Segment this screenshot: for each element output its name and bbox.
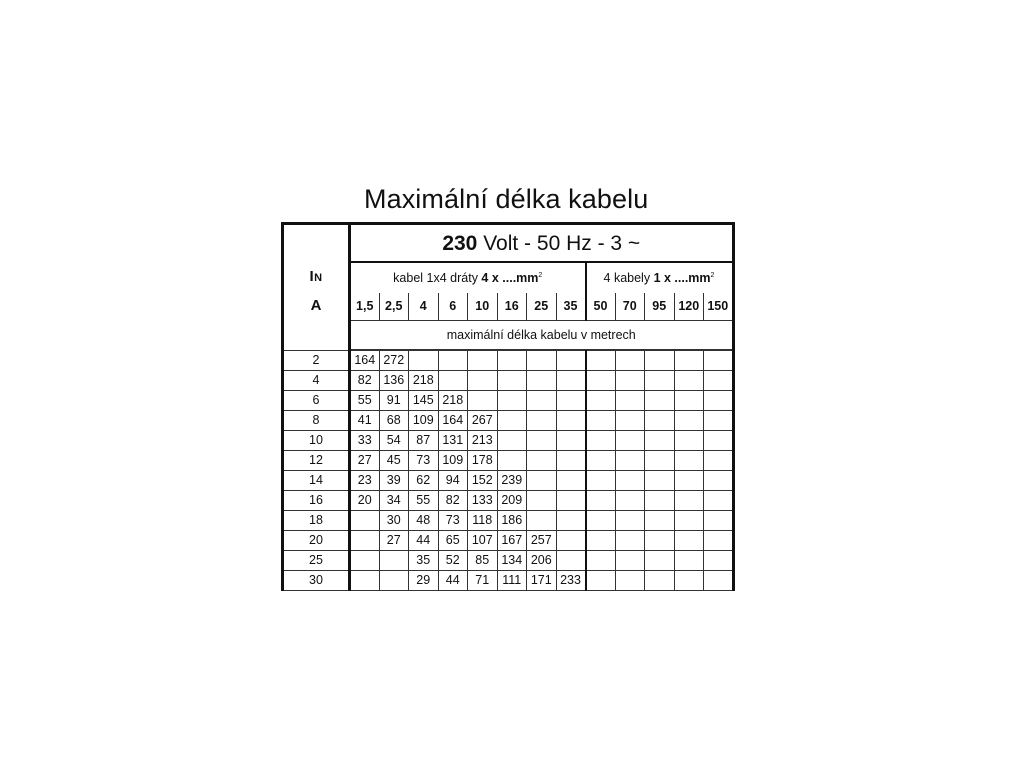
length-cell: 65 (438, 531, 468, 551)
length-cell (674, 511, 704, 531)
table-row (283, 571, 734, 591)
length-cell (645, 511, 675, 531)
length-cell: 54 (379, 431, 409, 451)
current-cell: 2 (283, 351, 350, 371)
current-cell: 25 (283, 551, 350, 571)
nominal-current-label: IN (309, 267, 323, 285)
length-cell: 164 (350, 351, 380, 371)
cable-group-left-size: 4 x ....mm (481, 270, 539, 285)
length-cell: 131 (438, 431, 468, 451)
table-row (283, 431, 734, 451)
length-cell (350, 511, 380, 531)
length-cell (615, 431, 645, 451)
length-cell (674, 451, 704, 471)
cable-group-right-prefix: 4 kabely (603, 270, 654, 285)
length-cell (527, 471, 557, 491)
length-cell: 34 (379, 491, 409, 511)
length-cell (704, 451, 734, 471)
length-cell (556, 551, 586, 571)
current-cell: 30 (283, 571, 350, 591)
length-cell (497, 351, 527, 371)
cross-section-header: 35 (556, 293, 586, 321)
length-cell: 134 (497, 551, 527, 571)
length-cell: 107 (468, 531, 498, 551)
length-cell (586, 371, 616, 391)
current-cell: 8 (283, 411, 350, 431)
length-cell (350, 531, 380, 551)
length-cell: 167 (497, 531, 527, 551)
cross-section-header: 70 (615, 293, 645, 321)
length-cell (556, 471, 586, 491)
cable-group-right (586, 262, 734, 293)
length-cell: 85 (468, 551, 498, 571)
cable-group-left (350, 262, 586, 293)
cross-section-header: 120 (674, 293, 704, 321)
length-cell: 44 (438, 571, 468, 591)
length-cell: 33 (350, 431, 380, 451)
length-cell: 257 (527, 531, 557, 551)
length-cell (645, 411, 675, 431)
length-cell (615, 371, 645, 391)
length-cell (497, 391, 527, 411)
length-cell (350, 551, 380, 571)
length-cell (645, 531, 675, 551)
page-title: Maximální délka kabelu (364, 184, 649, 214)
voltage-row (283, 224, 734, 263)
length-cell (615, 571, 645, 591)
length-cell (527, 411, 557, 431)
cross-section-header: 25 (527, 293, 557, 321)
table-row (283, 391, 734, 411)
table-row (283, 471, 734, 491)
length-cell (704, 551, 734, 571)
length-cell: 27 (350, 451, 380, 471)
length-cell (556, 351, 586, 371)
length-cell (645, 351, 675, 371)
current-cell: 14 (283, 471, 350, 491)
length-cell (586, 551, 616, 571)
length-cell (379, 551, 409, 571)
length-cell (350, 571, 380, 591)
length-cell: 87 (409, 431, 439, 451)
voltage-header (350, 224, 734, 263)
current-unit-label: A (310, 296, 322, 314)
cable-group-right-size: 1 x ....mm (653, 270, 711, 285)
length-cell: 267 (468, 411, 498, 431)
note-row (283, 321, 734, 350)
cross-section-header: 16 (497, 293, 527, 321)
length-cell: 218 (438, 391, 468, 411)
length-cell: 55 (350, 391, 380, 411)
length-cell: 23 (350, 471, 380, 491)
length-cell (615, 491, 645, 511)
length-cell (704, 351, 734, 371)
current-cell: 18 (283, 511, 350, 531)
cross-section-header: 6 (438, 293, 468, 321)
length-cell (586, 571, 616, 591)
current-cell: 12 (283, 451, 350, 471)
length-cell (704, 471, 734, 491)
length-cell (586, 511, 616, 531)
current-cell: 10 (283, 431, 350, 451)
length-cell: 39 (379, 471, 409, 491)
cable-type-row (283, 262, 734, 293)
length-cell (556, 411, 586, 431)
length-note: maximální délka kabelu v metrech (350, 321, 734, 350)
cross-section-header: 1,5 (350, 293, 380, 321)
length-cell: 233 (556, 571, 586, 591)
cross-section-header: 4 (409, 293, 439, 321)
length-cell (645, 391, 675, 411)
length-cell (527, 371, 557, 391)
length-cell: 82 (350, 371, 380, 391)
length-cell (645, 371, 675, 391)
length-cell: 171 (527, 571, 557, 591)
length-cell (438, 351, 468, 371)
length-cell (674, 411, 704, 431)
cable-length-table (281, 222, 735, 591)
table-row (283, 531, 734, 551)
current-cell: 4 (283, 371, 350, 391)
voltage-value: 230 (442, 231, 478, 255)
length-cell (674, 391, 704, 411)
length-cell: 35 (409, 551, 439, 571)
length-cell: 136 (379, 371, 409, 391)
length-cell (674, 551, 704, 571)
length-cell: 111 (497, 571, 527, 591)
cross-section-header: 150 (704, 293, 734, 321)
length-cell: 209 (497, 491, 527, 511)
length-cell: 71 (468, 571, 498, 591)
length-cell (497, 411, 527, 431)
length-cell: 55 (409, 491, 439, 511)
cross-section-header: 2,5 (379, 293, 409, 321)
length-cell: 91 (379, 391, 409, 411)
length-cell (615, 511, 645, 531)
length-cell (497, 371, 527, 391)
length-cell (645, 471, 675, 491)
length-cell: 44 (409, 531, 439, 551)
length-cell (468, 371, 498, 391)
length-cell: 206 (527, 551, 557, 571)
length-cell: 45 (379, 451, 409, 471)
current-header-cell (283, 224, 350, 351)
cross-section-header: 10 (468, 293, 498, 321)
length-cell: 145 (409, 391, 439, 411)
length-cell (645, 491, 675, 511)
length-cell: 68 (379, 411, 409, 431)
length-cell (556, 371, 586, 391)
length-cell (586, 491, 616, 511)
length-cell (409, 351, 439, 371)
cable-group-left-sup: 2 (538, 271, 543, 279)
length-cell (468, 391, 498, 411)
table-row (283, 551, 734, 571)
length-cell (645, 571, 675, 591)
length-cell (674, 471, 704, 491)
cross-section-header: 95 (645, 293, 675, 321)
length-cell (704, 571, 734, 591)
length-cell (704, 411, 734, 431)
length-cell: 164 (438, 411, 468, 431)
length-cell: 62 (409, 471, 439, 491)
length-cell (586, 471, 616, 491)
length-cell (556, 451, 586, 471)
length-cell (704, 511, 734, 531)
length-cell (615, 531, 645, 551)
length-cell (556, 431, 586, 451)
cable-group-right-sup: 2 (710, 271, 715, 279)
length-cell (556, 391, 586, 411)
length-cell: 178 (468, 451, 498, 471)
length-cell (615, 411, 645, 431)
table-row (283, 491, 734, 511)
table-row (283, 371, 734, 391)
length-cell: 213 (468, 431, 498, 451)
length-cell (527, 451, 557, 471)
length-cell (674, 351, 704, 371)
length-cell (527, 491, 557, 511)
length-cell (615, 391, 645, 411)
length-cell (556, 531, 586, 551)
length-cell (615, 351, 645, 371)
length-cell (674, 371, 704, 391)
length-cell: 20 (350, 491, 380, 511)
length-cell: 73 (409, 451, 439, 471)
length-cell: 73 (438, 511, 468, 531)
voltage-spec: Volt - 50 Hz - 3 ~ (477, 231, 641, 255)
length-cell (586, 451, 616, 471)
length-cell (586, 411, 616, 431)
length-cell: 29 (409, 571, 439, 591)
length-cell: 239 (497, 471, 527, 491)
length-cell (704, 371, 734, 391)
cross-section-row (283, 293, 734, 321)
length-cell: 94 (438, 471, 468, 491)
length-cell (586, 351, 616, 371)
length-cell (586, 531, 616, 551)
length-cell (615, 471, 645, 491)
length-cell (527, 391, 557, 411)
length-cell (674, 531, 704, 551)
length-cell: 41 (350, 411, 380, 431)
length-cell (468, 351, 498, 371)
current-cell: 6 (283, 391, 350, 411)
length-cell: 82 (438, 491, 468, 511)
length-cell (674, 491, 704, 511)
length-cell: 27 (379, 531, 409, 551)
length-cell (704, 531, 734, 551)
length-cell (438, 371, 468, 391)
length-cell: 109 (438, 451, 468, 471)
length-cell: 133 (468, 491, 498, 511)
length-cell (674, 571, 704, 591)
length-cell (704, 391, 734, 411)
length-cell (556, 511, 586, 531)
length-cell (645, 451, 675, 471)
length-cell (615, 451, 645, 471)
length-cell: 272 (379, 351, 409, 371)
length-cell: 48 (409, 511, 439, 531)
length-cell (527, 511, 557, 531)
length-cell: 218 (409, 371, 439, 391)
length-cell (645, 431, 675, 451)
cable-group-left-prefix: kabel 1x4 dráty (393, 270, 482, 285)
current-cell: 20 (283, 531, 350, 551)
table-body (283, 224, 734, 591)
length-cell (674, 431, 704, 451)
length-cell (527, 431, 557, 451)
length-cell (379, 571, 409, 591)
table-row (283, 511, 734, 531)
length-cell (497, 451, 527, 471)
length-cell (497, 431, 527, 451)
length-cell: 152 (468, 471, 498, 491)
length-cell (556, 491, 586, 511)
table-row (283, 351, 734, 371)
current-cell: 16 (283, 491, 350, 511)
length-cell: 118 (468, 511, 498, 531)
length-cell (586, 391, 616, 411)
length-cell (645, 551, 675, 571)
length-cell: 186 (497, 511, 527, 531)
length-cell (704, 431, 734, 451)
length-cell: 109 (409, 411, 439, 431)
length-cell (586, 431, 616, 451)
length-cell: 30 (379, 511, 409, 531)
table-row (283, 411, 734, 431)
length-cell (615, 551, 645, 571)
length-cell (527, 351, 557, 371)
table-row (283, 451, 734, 471)
length-cell: 52 (438, 551, 468, 571)
length-cell (704, 491, 734, 511)
cross-section-header: 50 (586, 293, 616, 321)
